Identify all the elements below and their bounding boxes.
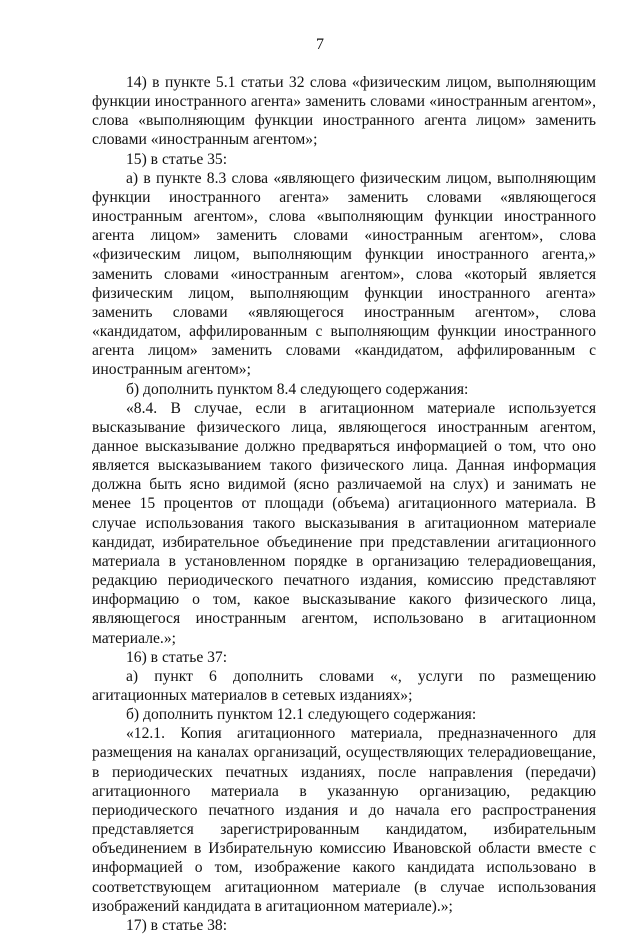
page-number: 7 bbox=[316, 36, 324, 53]
paragraph: 15) в статье 35: bbox=[126, 150, 228, 168]
paragraph: «8.4. В случае, если в агитационном материале используется высказывание физического лица, являющегося иностранным агентом, данное высказывание должно предваряться информацией о том, что оно является высказыванием такого физического лица. Данная информация должна быть ясно видимой (ясно различаемой на слух) и занимать не менее 15 процентов от площади (объема) агитационного материала. В случае использования такого высказывания в агитационном материале кандидат, избирательное объединение при представлении агитационного материала в установленном порядке в организацию телерадиовещания, редакцию периодического печатного издания, комиссию представляют информацию о том, какое высказывание какого физического лица, являющегося иностранным агентом, использовано в агитационном материале.»; bbox=[92, 399, 596, 647]
paragraph: 14) в пункте 5.1 статьи 32 слова «физическим лицом, выполняющим функции иностранного агента» заменить словами «иностранным агентом», слова «выполняющим функции иностранного агента лицом» заменить словами «иностранным агентом»; bbox=[92, 74, 596, 149]
paragraph: 16) в статье 37: bbox=[126, 648, 228, 666]
paragraph: «12.1. Копия агитационного материала, предназначенного для размещения на каналах организаций, осуществляющих телерадиовещание, в периодических печатных изданиях, после направления (передачи) агитационного материала в указанную организацию, редакцию периодического печатного издания и до начала его распространения представляется зарегистрированным кандидатом, избирательным объединением в Избирательную комиссию Ивановской области вместе с информацией о том, изображение какого кандидата использовано в соответствующем агитационном материале (в случае использования изображений кандидата в агитационном материале).»; bbox=[92, 725, 596, 915]
paragraph: 17) в статье 38: bbox=[126, 916, 228, 934]
paragraph: б) дополнить пунктом 8.4 следующего содержания: bbox=[126, 380, 469, 398]
document-body bbox=[92, 73, 596, 935]
paragraph: а) пункт 6 дополнить словами «, услуги по размещению агитационных материалов в сетевых изданиях»; bbox=[92, 667, 596, 704]
paragraph: а) в пункте 8.3 слова «являющего физическим лицом, выполняющим функции иностранного агента» заменить словами «являющегося иностранным агентом», слова «выполняющим функции иностранного агента лицом» заменить словами «иностранным агентом», слова «физическим лицом, выполняющим функции иностранного агента,» заменить словами «иностранным агентом», слова «который является физическим лицом, выполняющим функции иностранного агента» заменить словами «являющегося иностранным агентом», слова «кандидатом, аффилированным с выполняющим функции иностранного агента лицом» заменить словами «кандидатом, аффилированным с иностранным агентом»; bbox=[92, 169, 596, 379]
paragraph: б) дополнить пунктом 12.1 следующего содержания: bbox=[126, 706, 477, 724]
